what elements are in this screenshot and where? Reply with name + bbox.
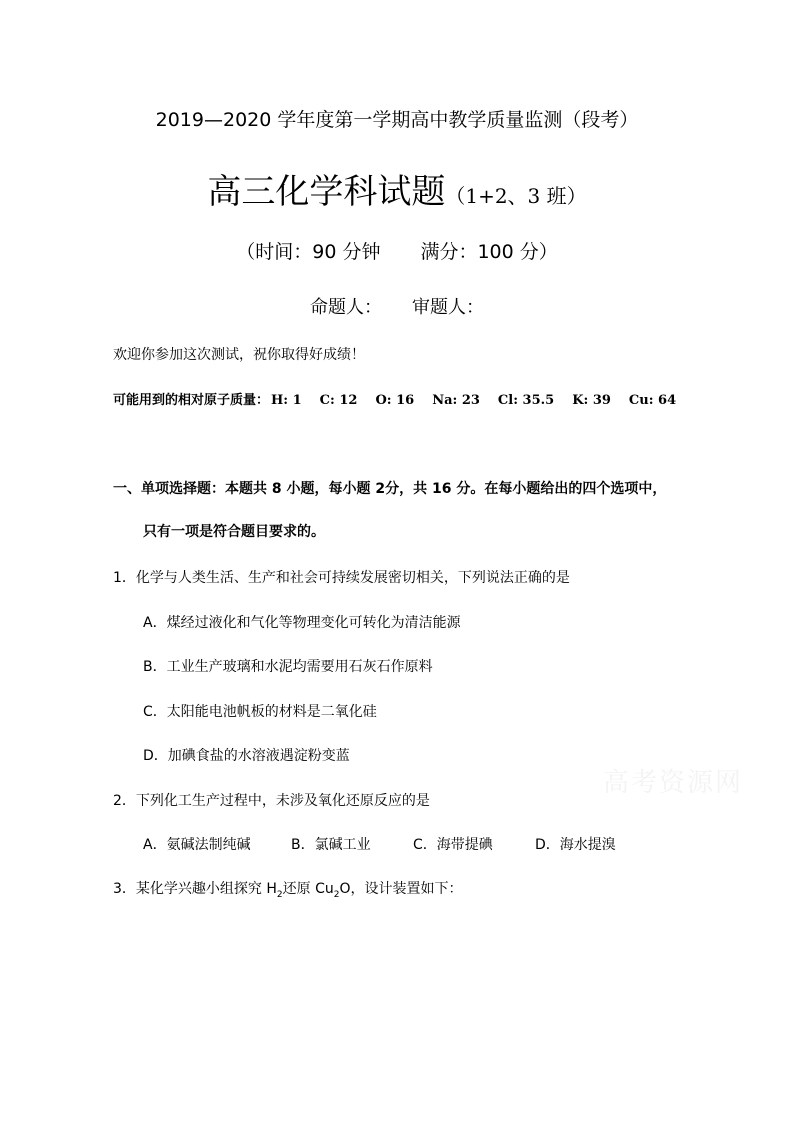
- exam-score: 满分：100 分）: [420, 241, 558, 263]
- question-1-option-c: C．太阳能电池帆板的材料是二氧化硅: [143, 704, 377, 720]
- mass-item: C: 12: [319, 393, 358, 408]
- exam-time: （时间：90 分钟: [236, 241, 381, 263]
- reviewer-label: 审题人：: [412, 297, 484, 318]
- question-3-stem: 3．某化学兴趣小组探究 $H_2$还原 $Cu_2O$，设计装置如下：: [113, 881, 463, 900]
- question-2-option-d: D．海水提溴: [535, 837, 616, 853]
- atomic-mass-label: 可能用到的相对原子质量：: [113, 393, 270, 408]
- mass-item: Na: 23: [432, 393, 480, 408]
- section-heading-line2: 只有一项是符合题目要求的。: [143, 524, 325, 540]
- atomic-mass-line: [113, 389, 694, 408]
- question-1-option-a: A．煤经过液化和气化等物理变化可转化为清洁能源: [143, 615, 461, 631]
- main-title-class: （1+2、3 班）: [445, 184, 587, 208]
- question-2-option-c: C．海带提碘: [413, 837, 493, 853]
- exam-header-title: 2019—2020 学年度第一学期高中教学质量监测（段考）: [155, 109, 639, 131]
- mass-item: K: 39: [572, 393, 611, 408]
- question-2-option-b: B．氯碱工业: [291, 837, 371, 853]
- mass-item: H: 1: [271, 393, 302, 408]
- watermark: 高考资源网: [603, 768, 744, 798]
- welcome-text: 欢迎你参加这次测试，祝你取得好成绩！: [113, 347, 365, 363]
- question-2-options: [143, 834, 616, 854]
- mass-item: Cu: 64: [628, 393, 677, 408]
- question-1-option-d: D．加碘食盐的水溶液遇淀粉变蓝: [143, 748, 350, 764]
- question-2-option-a: A．氨碱法制纯碱: [143, 837, 251, 853]
- question-1-stem: 1．化学与人类生活、生产和社会可持续发展密切相关，下列说法正确的是: [113, 570, 570, 586]
- mass-item: O: 16: [375, 393, 415, 408]
- main-title-text: 高三化学科试题: [207, 172, 446, 212]
- section-heading-line1: 一、单项选择题：本题共 8 小题，每小题 2分，共 16 分。在每小题给出的四个选项中，: [113, 481, 667, 497]
- question-1-option-b: B．工业生产玻璃和水泥均需要用石灰石作原料: [143, 659, 433, 675]
- mass-item: Cl: 35.5: [497, 393, 555, 408]
- exam-authors: [0, 293, 794, 319]
- author-label: 命题人：: [310, 297, 382, 318]
- question-2-stem: 2．下列化工生产过程中，未涉及氧化还原反应的是: [113, 793, 430, 809]
- exam-main-title: [0, 164, 794, 213]
- exam-time-score: [0, 237, 794, 264]
